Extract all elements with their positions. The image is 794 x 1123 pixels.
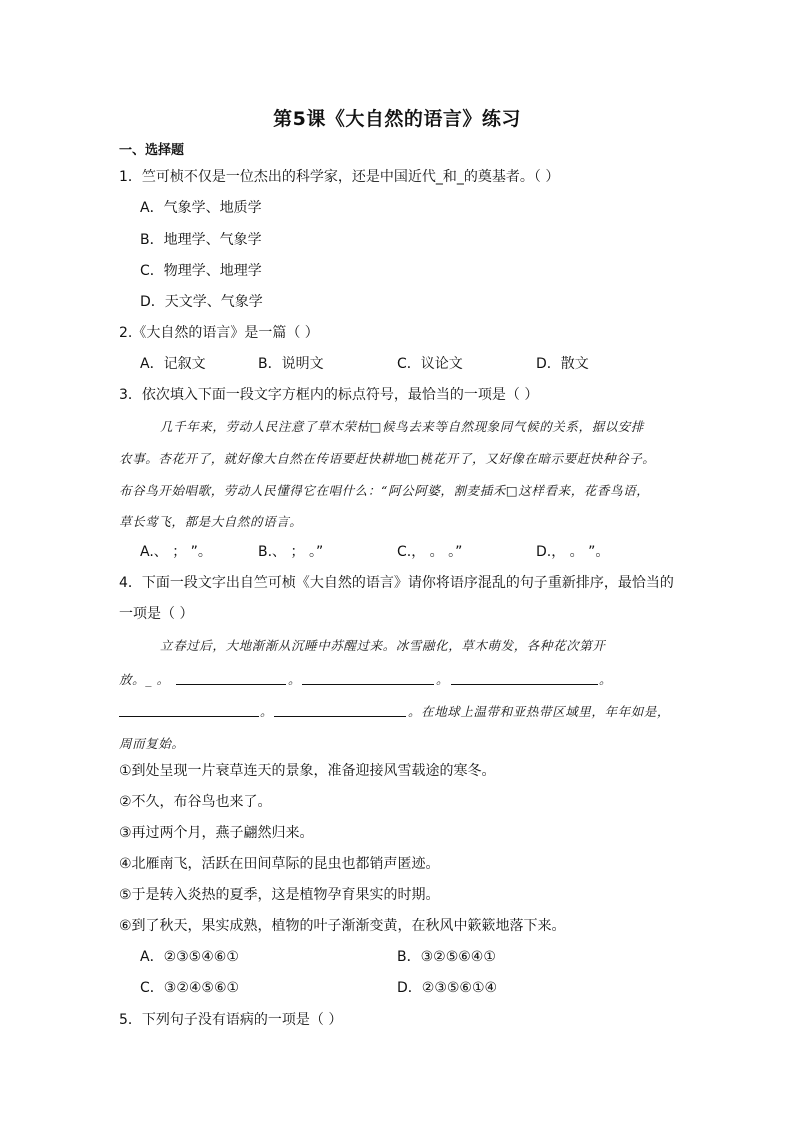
sentence-item: ⑥到了秋天，果实成熟，植物的叶子渐渐变黄，在秋风中簌簌地落下来。 [119,918,566,934]
question-4-period: 。 [260,704,274,719]
question-4-period: 。 [599,672,613,687]
question-4-stem: 4．下面一段文字出自竺可桢《大自然的语言》请你将语序混乱的句子重新排序，最恰当的 [119,575,674,591]
question-4-passage-line: 立春过后，大地渐渐从沉睡中苏醒过来。冰雪融化，草木萌发，各种花次第开 [160,638,606,653]
question-3-option-c[interactable]: C.， 。 。” [397,544,463,560]
question-1-option-c[interactable]: C．物理学、地理学 [140,263,262,279]
question-5-stem: 5．下列句子没有语病的一项是（ ） [119,1012,343,1028]
question-3-stem: 3．依次填入下面一段文字方框内的标点符号，最恰当的一项是（ ） [119,387,539,403]
question-2-option-b[interactable]: B．说明文 [258,356,324,372]
question-4-option-c[interactable]: C．③②④⑤⑥① [140,980,240,996]
question-3-option-a[interactable]: A.、 ； ”。 [140,544,212,560]
answer-blank[interactable] [176,684,286,685]
answer-blank[interactable] [119,716,259,717]
question-1-option-b[interactable]: B．地理学、气象学 [140,232,262,248]
sentence-item: ②不久，布谷鸟也来了。 [119,794,272,810]
question-1-option-d[interactable]: D．天文学、气象学 [140,294,263,310]
answer-blank[interactable] [302,684,434,685]
question-2-option-d[interactable]: D．散文 [536,356,589,372]
question-4-period: 。 [288,672,302,687]
question-3-passage-line: 农事。杏花开了，就好像大自然在传语要赶快耕地□桃花开了，又好像在暗示要赶快种谷子。 [119,451,656,466]
sentence-item: ⑤于是转入炎热的夏季，这是植物孕育果实的时期。 [119,887,440,903]
question-4-passage-line: 。在地球上温带和亚热带区域里，年年如是， [408,704,671,719]
question-1-stem: 1．竺可桢不仅是一位杰出的科学家，还是中国近代_和_的奠基者。（ ） [119,169,560,185]
question-4-passage-line: 周而复始。 [119,736,185,751]
question-2-stem: 2.《大自然的语言》是一篇（ ） [119,325,319,341]
question-4-option-d[interactable]: D．②③⑤⑥①④ [397,980,498,996]
sentence-item: ③再过两个月，燕子翩然归来。 [119,825,314,841]
question-4-stem-continued: 一项是（ ） [119,606,194,622]
answer-blank[interactable] [274,716,406,717]
question-4-period: 。 [436,672,450,687]
question-3-passage-line: 布谷鸟开始唱歌，劳动人民懂得它在唱什么：“阿公阿婆，割麦插禾□这样看来，花香鸟语， [119,483,650,498]
page-title: 第5课《大自然的语言》练习 [273,108,521,130]
question-2-option-a[interactable]: A．记叙文 [140,356,206,372]
section-heading: 一、选择题 [119,143,185,158]
question-1-option-a[interactable]: A．气象学、地质学 [140,200,262,216]
question-2-option-c[interactable]: C．议论文 [397,356,463,372]
answer-blank[interactable] [451,684,598,685]
sentence-item: ④北雁南飞，活跃在田间草际的昆虫也都销声匿迹。 [119,856,440,872]
question-4-option-a[interactable]: A．②③⑤④⑥① [140,949,239,965]
question-4-passage-line: 放。_ 。 [119,672,170,687]
question-3-option-b[interactable]: B.、 ； 。” [258,544,324,560]
question-3-option-d[interactable]: D.， 。 ”。 [536,544,610,560]
sentence-item: ①到处呈现一片衰草连天的景象，准备迎接风雪载途的寒冬。 [119,763,496,779]
question-3-passage-line: 草长莺飞，都是大自然的语言。 [119,514,303,529]
question-4-option-b[interactable]: B．③②⑤⑥④① [397,949,496,965]
question-3-passage-line: 几千年来，劳动人民注意了草木荣枯□候鸟去来等自然现象同气候的关系，据以安排 [160,419,645,434]
